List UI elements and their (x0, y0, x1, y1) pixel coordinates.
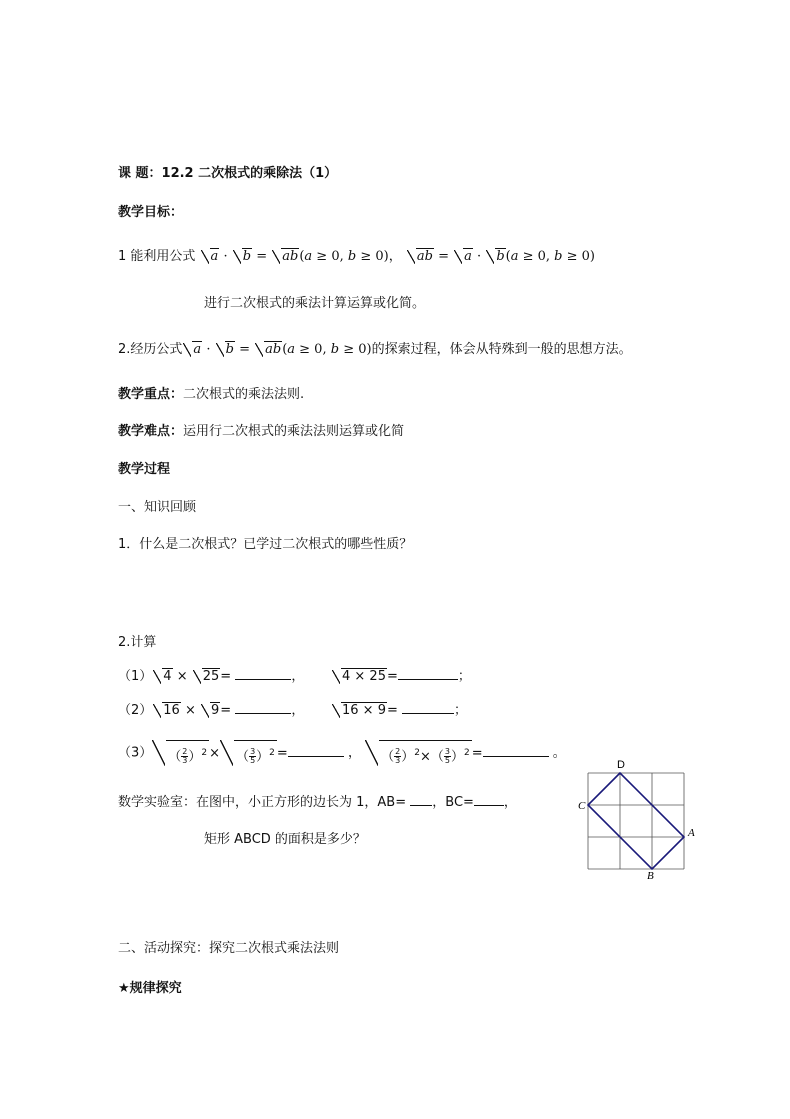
answer-blank[interactable] (235, 667, 291, 680)
grid-figure (572, 752, 702, 882)
calc-row-3 (118, 740, 566, 767)
difficulty (118, 423, 404, 441)
key-point-text: 二次根式的乘法法则. (183, 387, 305, 402)
calc-3-end: 。 (552, 745, 566, 761)
calc-1b-end: ； (457, 669, 471, 684)
answer-blank[interactable] (398, 667, 458, 680)
answer-blank[interactable] (402, 701, 454, 714)
answer-blank[interactable] (235, 701, 291, 714)
calc-2a: 16 × 9= (152, 703, 231, 718)
vertex-label-d: D (617, 759, 625, 771)
key-point-label: 教学重点： (118, 387, 184, 402)
objective-2 (118, 341, 632, 359)
key-point (118, 386, 304, 404)
objective-1 (118, 248, 595, 266)
objective-2-prefix: 2.经历公式 (118, 342, 183, 357)
question-2-label: 2.计算 (118, 635, 157, 650)
objective-1-sep: ， (388, 249, 402, 264)
answer-blank[interactable] (410, 793, 432, 806)
formula-product: a · b = ab(a ≥ 0, b ≥ 0) (200, 249, 389, 264)
question-1: 1．什么是二次根式？已学过二次根式的哪些性质？ (118, 537, 413, 552)
vertex-label-a: A (688, 827, 695, 839)
title-label: 课 题： (118, 166, 162, 181)
process-heading: 教学过程 (118, 462, 171, 477)
calc-3b: （ $\frac{2}{3}$ ）$^2$×（ $\frac{3}{5}$ ）$^2$ = (365, 746, 483, 761)
vertex-label-c: C (578, 800, 586, 812)
objective-1-line2: 进行二次根式的乘法计算运算或化简。 (204, 296, 426, 311)
math-lab-line1 (118, 793, 517, 812)
calc-3a: （ $\frac{2}{3}$ ）$^2$ × （ $\frac{3}{5}$ ）$^2$ = (152, 746, 288, 761)
calc-2b-end: ； (454, 703, 468, 718)
objectives-heading: 教学目标： (118, 205, 184, 220)
calc-1a: 4 × 25= (152, 669, 231, 684)
calc-1a-end: ， (291, 669, 305, 684)
grid-lines (588, 773, 684, 869)
explore-heading: ★规律探究 (118, 981, 182, 996)
objective-2-suffix: 的探索过程，体会从特殊到一般的思想方法。 (371, 342, 632, 357)
calc-row-1 (118, 667, 304, 686)
answer-blank[interactable] (288, 744, 344, 757)
lab-text-mid: ，BC= (432, 795, 474, 810)
objective-1-prefix: 1 能利用公式 (118, 249, 196, 264)
vertex-label-b: B (647, 870, 654, 882)
calc-1b: 4 × 25= (331, 669, 398, 684)
calc-row-2b (331, 701, 467, 720)
difficulty-label: 教学难点： (118, 424, 184, 439)
section-1: 一、知识回顾 (118, 500, 197, 515)
calc-row-1b (331, 667, 471, 686)
calc-row-2 (118, 701, 304, 720)
lesson-title (118, 165, 337, 183)
calc-3-sep: ， (347, 745, 361, 761)
calc-2a-end: ， (291, 703, 305, 718)
math-lab-line2: 矩形 ABCD 的面积是多少？ (204, 832, 366, 847)
formula-product-reverse: ab = a · b(a ≥ 0, b ≥ 0) (406, 249, 595, 264)
answer-blank[interactable] (474, 793, 504, 806)
answer-blank[interactable] (483, 744, 549, 757)
formula-product-2: a · b = ab(a ≥ 0, b ≥ 0) (182, 342, 371, 357)
section-2: 二、活动探究：探究二次根式乘法法则 (118, 941, 340, 956)
lab-text-end: ， (503, 795, 517, 810)
lab-text-1: 数学实验室：在图中，小正方形的边长为 1，AB= (118, 795, 407, 810)
title-text: 12.2 二次根式的乘除法（1） (161, 166, 338, 181)
calc-2b: 16 × 9= (331, 703, 398, 718)
calc-row-2-no: （2） (118, 703, 153, 718)
difficulty-text: 运用行二次根式的乘法法则运算或化简 (183, 424, 405, 439)
rectangle-abcd (588, 773, 684, 869)
calc-row-1-no: （1） (118, 669, 153, 684)
calc-row-3-no: （3） (118, 745, 153, 761)
